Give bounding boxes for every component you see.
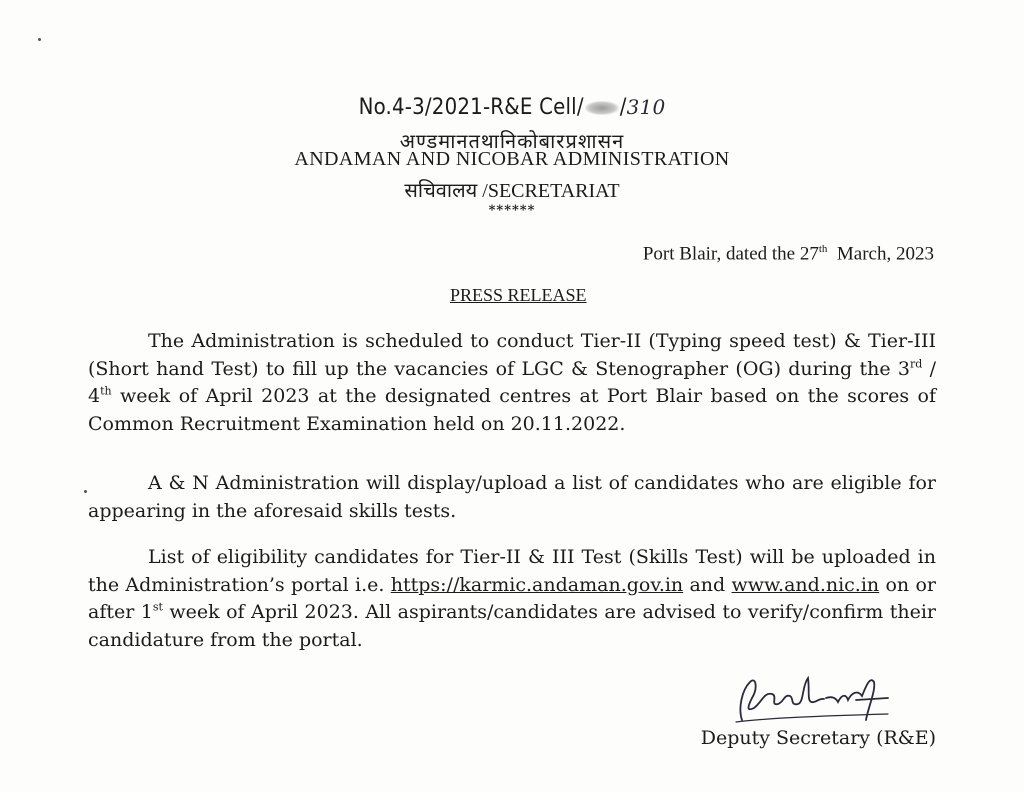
reference-number-text: No.4-3/2021-R&E Cell/ xyxy=(358,95,584,120)
dateline-day-suffix: th xyxy=(818,243,828,255)
hindi-administration-name: अण्डमानतथानिकोबारप्रशासन xyxy=(399,129,625,153)
p1-text-1: The Administration is scheduled to conduct Tier-II (Typing speed test) & Tier-III (Short hand Test) to fill up the vacancies of LGC & Stenographer (OG) during the 3 xyxy=(88,330,936,380)
p3-text-1: List of eligibility candidates for Tier-II & III Test (Skills Test) will be uploaded in the Administration’s portal i.e. xyxy=(88,546,936,596)
scan-speck xyxy=(84,490,87,493)
paragraph-portal-upload xyxy=(88,544,936,654)
reference-number: No.4-3/2021-R&E Cell/ /310 xyxy=(358,95,666,120)
handwritten-signature xyxy=(728,668,898,726)
separator-stars: ****** xyxy=(488,203,536,218)
document-title: PRESS RELEASE xyxy=(450,285,587,305)
secretariat-heading xyxy=(0,176,1024,203)
handwritten-ref-number: 310 xyxy=(626,95,666,119)
p3-sup-1: st xyxy=(152,600,163,614)
p3-text-4: week of April 2023. All aspirants/candidates are advised to verify/confirm their candidature from the portal. xyxy=(88,601,937,651)
signatory-designation: Deputy Secretary (R&E) xyxy=(700,727,936,749)
p3-text-2: and xyxy=(683,573,732,596)
p1-text-3: week of April 2023 at the designated centres at Port Blair based on the scores of Common Recruitment Examination held on 20.11.2022. xyxy=(88,385,936,435)
p1-sup-1: rd xyxy=(910,357,923,371)
secretariat-hindi: सचिवालय xyxy=(404,180,478,202)
karmic-portal-link[interactable]: https://karmic.andaman.gov.in xyxy=(390,573,684,596)
paragraph-tests-schedule xyxy=(88,328,936,438)
nic-portal-link[interactable]: www.and.nic.in xyxy=(731,573,880,596)
english-administration-name: ANDAMAN AND NICOBAR ADMINISTRATION xyxy=(294,148,730,170)
dateline-prefix: Port Blair, dated the 27 xyxy=(642,243,819,265)
paragraph-candidate-list xyxy=(88,470,936,525)
dateline xyxy=(643,243,934,265)
smudged-number-stamp xyxy=(585,101,619,115)
secretariat-english: /SECRETARIAT xyxy=(482,180,620,202)
scan-speck xyxy=(38,38,41,41)
p1-sup-2: th xyxy=(100,384,112,398)
p1-text-2: / 4 xyxy=(88,357,936,407)
dateline-month-year: March, 2023 xyxy=(836,243,934,265)
p2-text: A & N Administration will display/upload a list of candidates who are eligible for appearing in the aforesaid skills tests. xyxy=(88,472,936,522)
p3-text-3: on or after 1 xyxy=(88,573,936,623)
